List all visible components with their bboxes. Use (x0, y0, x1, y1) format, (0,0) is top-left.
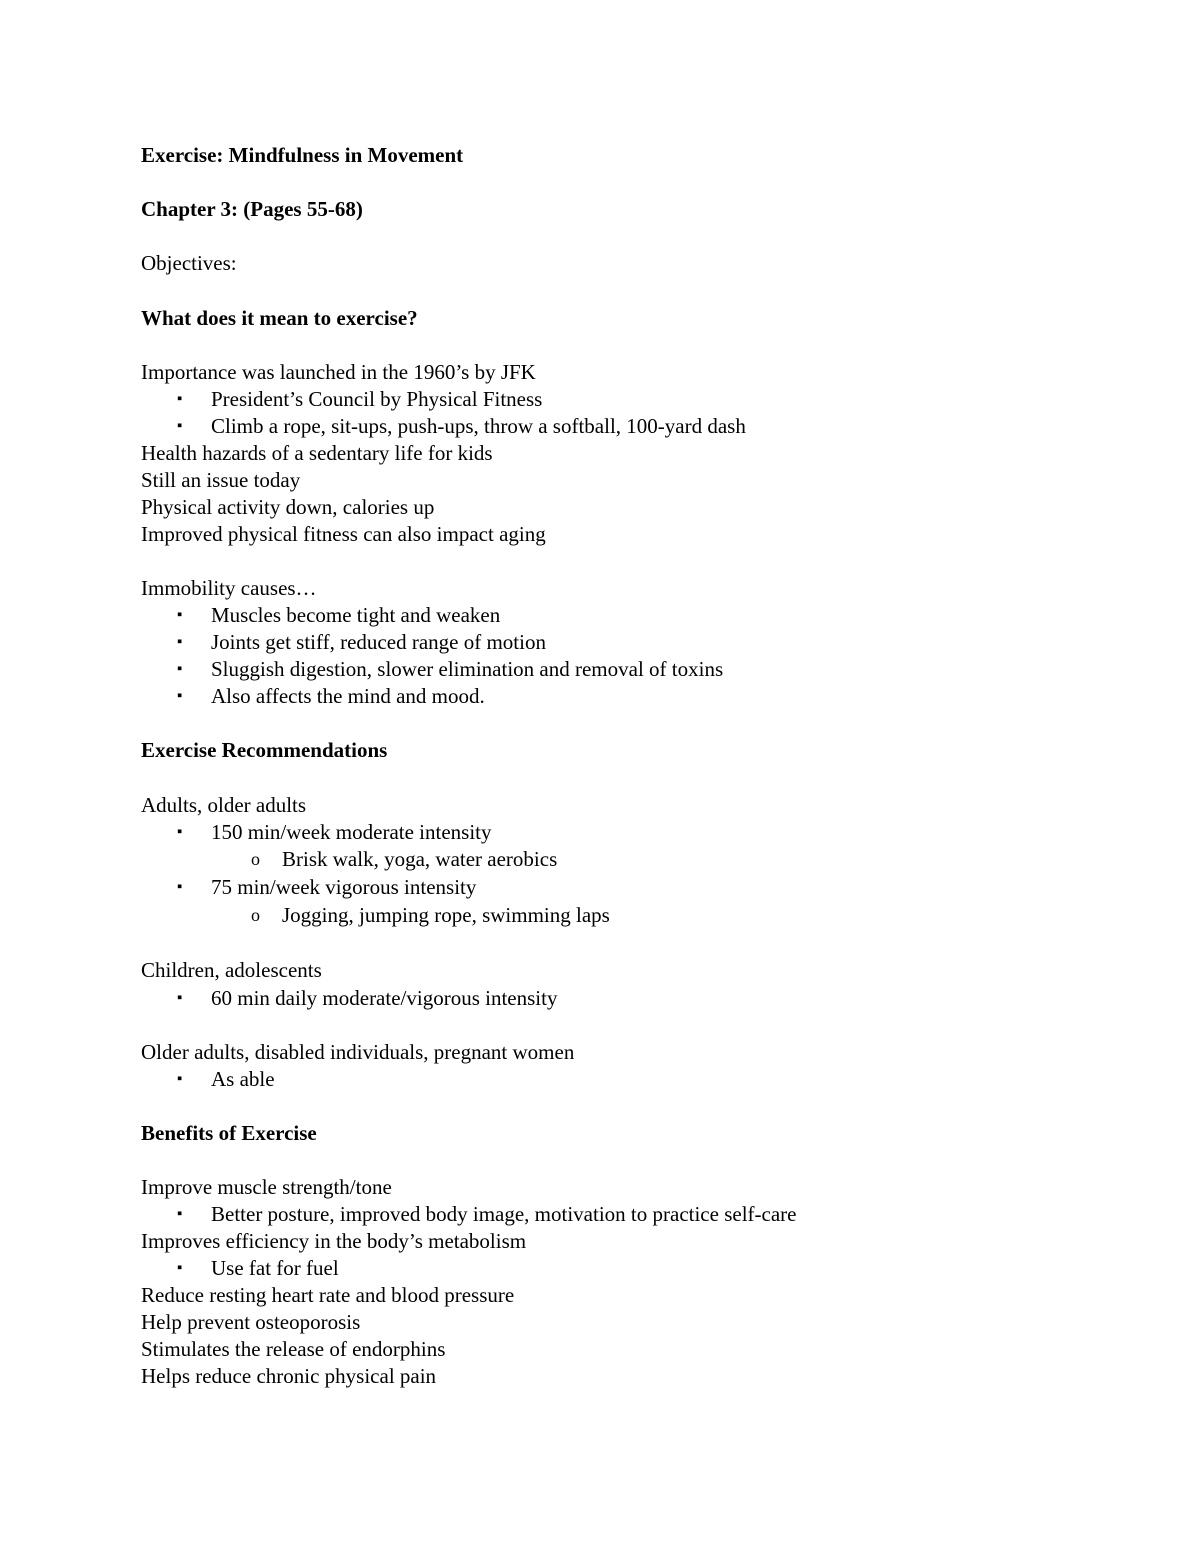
bullet-marker: ▪ (177, 688, 183, 704)
text-line: Improves efficiency in the body’s metabolism (141, 1229, 527, 1253)
text-line: Older adults, disabled individuals, pregnant women (141, 1040, 575, 1064)
section-heading-what-is-exercise: What does it mean to exercise? (141, 306, 418, 330)
text-line: Still an issue today (141, 468, 301, 492)
bullet-marker: ▪ (177, 607, 183, 623)
list-item-text: As able (211, 1067, 275, 1091)
text-line: Adults, older adults (141, 793, 307, 817)
list-item (177, 874, 477, 901)
list-item-text: Climb a rope, sit-ups, push-ups, throw a softball, 100-yard dash (211, 414, 746, 438)
sub-bullet-marker: o (251, 849, 260, 869)
sub-bullet-marker: o (251, 905, 260, 925)
list-item-text: Better posture, improved body image, motivation to practice self-care (211, 1202, 797, 1226)
bullet-marker: ▪ (177, 879, 183, 895)
list-item (177, 1066, 275, 1093)
bullet-marker: ▪ (177, 661, 183, 677)
bullet-marker: ▪ (177, 391, 183, 407)
list-item (177, 819, 492, 846)
list-item (177, 656, 724, 683)
sub-list-item (251, 846, 558, 873)
text-line: Improve muscle strength/tone (141, 1175, 392, 1199)
section-heading-benefits: Benefits of Exercise (141, 1121, 317, 1145)
bullet-marker: ▪ (177, 1260, 183, 1276)
list-item (177, 413, 746, 440)
list-item-text: Also affects the mind and mood. (211, 684, 485, 708)
sub-list-item (251, 902, 610, 929)
bullet-marker: ▪ (177, 824, 183, 840)
text-line: Health hazards of a sedentary life for kids (141, 441, 493, 465)
list-item (177, 1255, 339, 1282)
bullet-marker: ▪ (177, 634, 183, 650)
sub-list-item-text: Brisk walk, yoga, water aerobics (282, 847, 558, 871)
list-item-text: Sluggish digestion, slower elimination and removal of toxins (211, 657, 724, 681)
text-line: Stimulates the release of endorphins (141, 1337, 446, 1361)
text-line: Immobility causes… (141, 576, 317, 600)
text-line: Reduce resting heart rate and blood pressure (141, 1283, 515, 1307)
list-item (177, 985, 558, 1012)
text-line: Helps reduce chronic physical pain (141, 1364, 437, 1388)
list-item-text: Joints get stiff, reduced range of motion (211, 630, 546, 654)
text-line: Importance was launched in the 1960’s by JFK (141, 360, 536, 384)
list-item-text: Use fat for fuel (211, 1256, 339, 1280)
list-item (177, 683, 485, 710)
text-line: Help prevent osteoporosis (141, 1310, 361, 1334)
objectives-label: Objectives: (141, 251, 237, 275)
sub-list-item-text: Jogging, jumping rope, swimming laps (282, 903, 610, 927)
list-item-text: 75 min/week vigorous intensity (211, 875, 477, 899)
list-item-text: Muscles become tight and weaken (211, 603, 501, 627)
bullet-marker: ▪ (177, 1206, 183, 1222)
text-line: Improved physical fitness can also impact aging (141, 522, 546, 546)
list-item (177, 629, 546, 656)
list-item-text: President’s Council by Physical Fitness (211, 387, 543, 411)
text-line: Physical activity down, calories up (141, 495, 435, 519)
bullet-marker: ▪ (177, 990, 183, 1006)
section-heading-recommendations: Exercise Recommendations (141, 738, 388, 762)
document-title: Exercise: Mindfulness in Movement (141, 143, 464, 167)
list-item (177, 386, 543, 413)
list-item (177, 602, 501, 629)
bullet-marker: ▪ (177, 418, 183, 434)
chapter-heading: Chapter 3: (Pages 55-68) (141, 197, 363, 221)
list-item (177, 1201, 797, 1228)
list-item-text: 150 min/week moderate intensity (211, 820, 492, 844)
list-item-text: 60 min daily moderate/vigorous intensity (211, 986, 558, 1010)
text-line: Children, adolescents (141, 958, 322, 982)
bullet-marker: ▪ (177, 1071, 183, 1087)
